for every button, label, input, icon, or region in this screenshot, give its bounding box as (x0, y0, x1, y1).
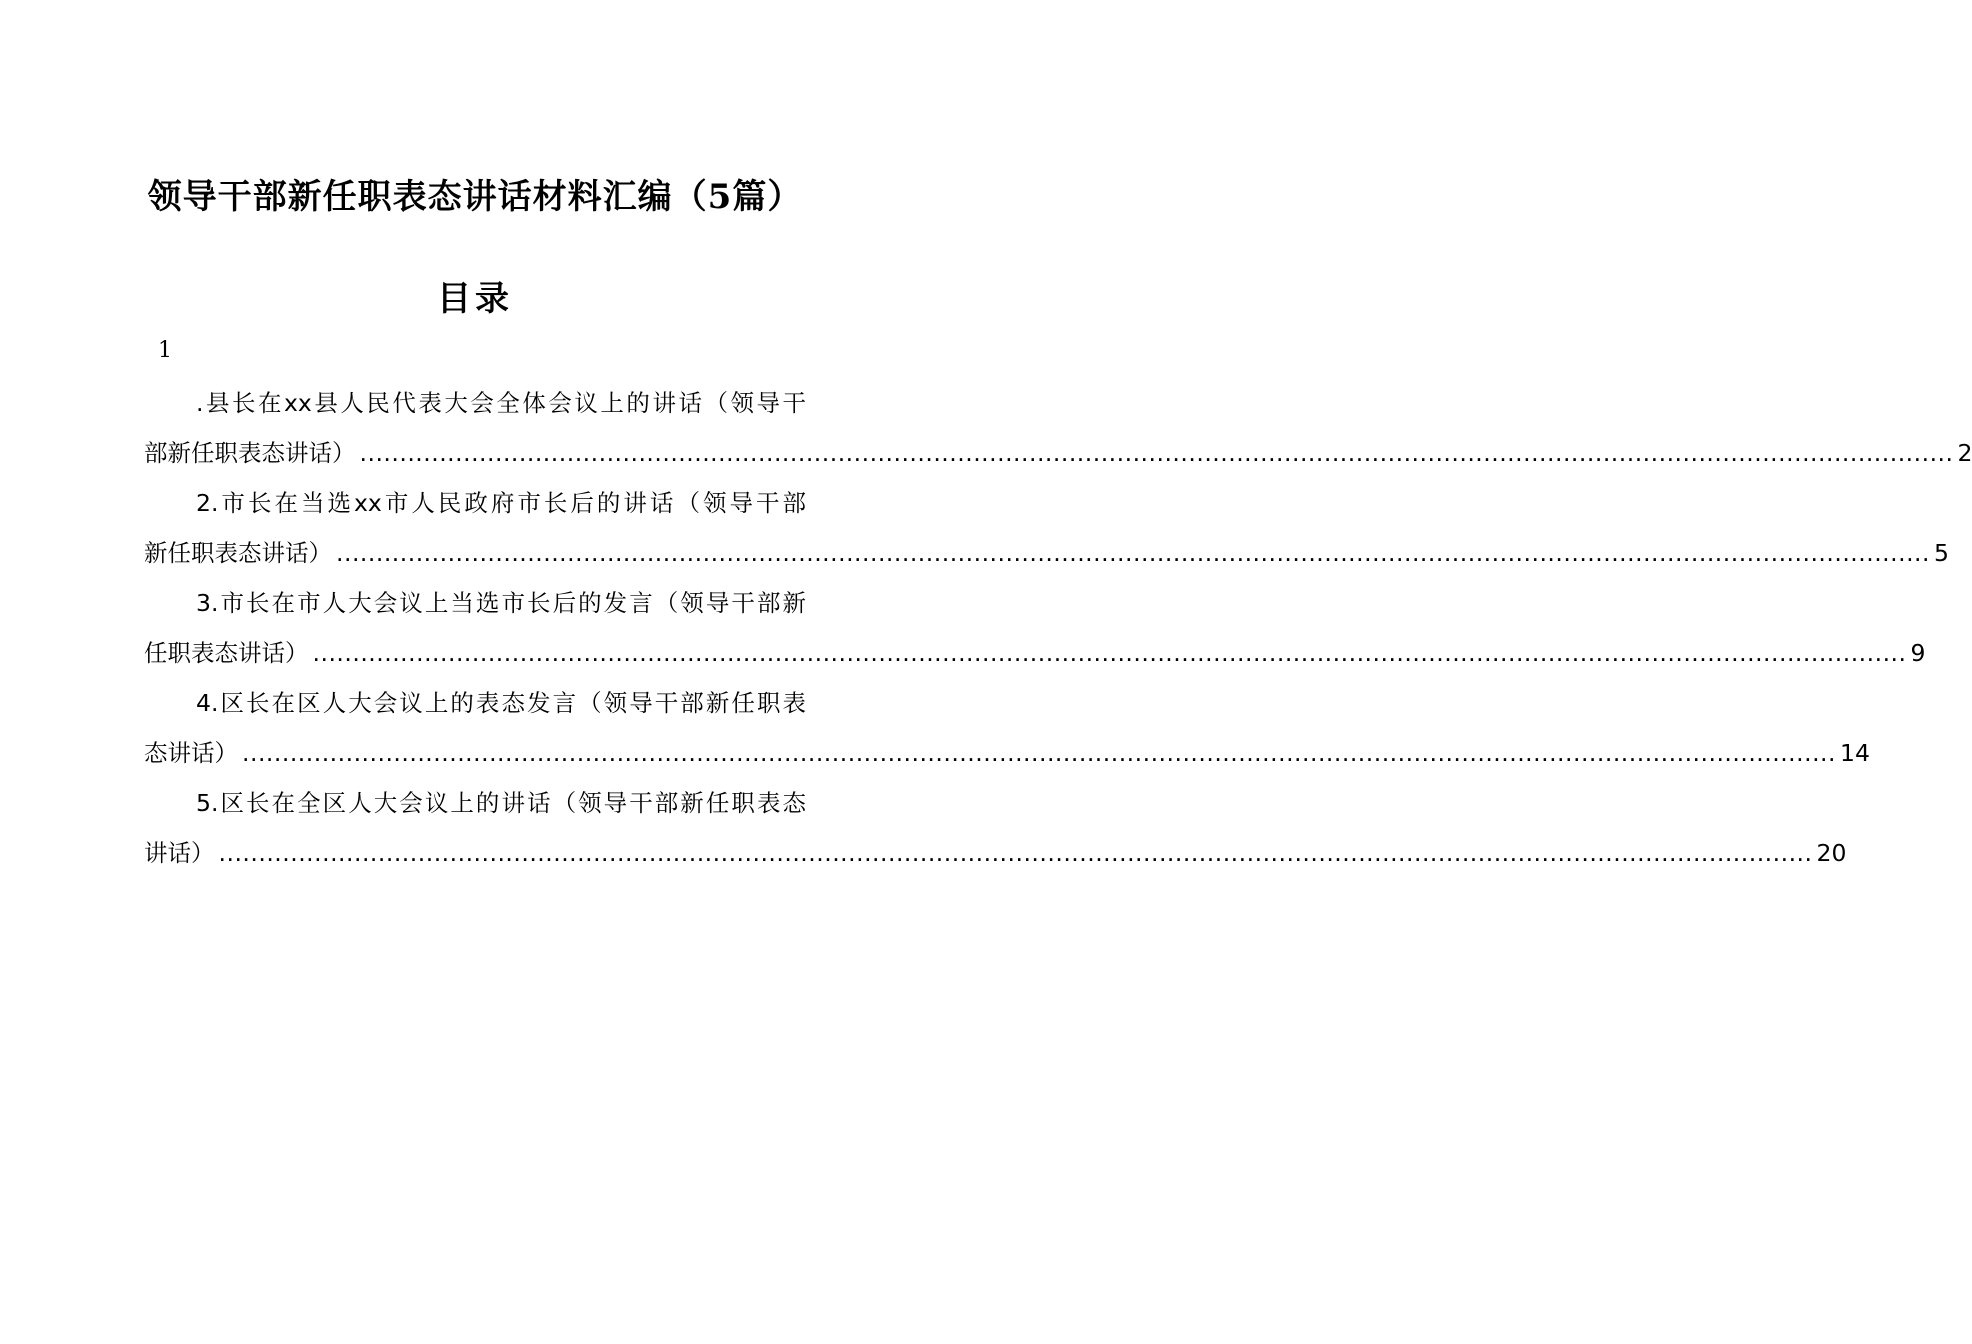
toc-dot-leader: ........................................................................................................................................................................................................ (218, 839, 1813, 867)
toc-page-number: 14 (1840, 739, 1870, 767)
toc-entry-title-continued: 新任职表态讲话） (144, 539, 332, 567)
toc-entry[interactable] (144, 578, 1926, 678)
toc-entry-continuation (144, 828, 1847, 878)
toc-entry-continuation (144, 728, 1870, 778)
toc-entry[interactable] (144, 478, 1949, 578)
toc-list (144, 378, 1972, 878)
stray-number: 1 (158, 338, 172, 363)
document-title: 领导干部新任职表态讲话材料汇编（5篇） (147, 177, 803, 217)
toc-dot-leader: ........................................................................................................................................................................................................ (242, 739, 1836, 767)
toc-dot-leader: ........................................................................................................................................................................................................ (359, 439, 1954, 467)
toc-entry-title-continued: 任职表态讲话） (144, 639, 309, 667)
toc-heading: 目录 (437, 279, 513, 319)
toc-entry[interactable] (144, 778, 1847, 878)
toc-page-number: 9 (1910, 639, 1926, 667)
toc-entry-title: 3.市长在市人大会议上当选市长后的发言（领导干部新 (196, 589, 806, 617)
toc-entry-title: 2.市长在当选xx市人民政府市长后的讲话（领导干部 (196, 489, 806, 517)
toc-entry-continuation (144, 528, 1949, 578)
toc-entry-title: 5.区长在全区人大会议上的讲话（领导干部新任职表态 (196, 789, 806, 817)
toc-dot-leader: ........................................................................................................................................................................................................ (312, 639, 1907, 667)
toc-page-number: 5 (1934, 539, 1949, 567)
toc-entry[interactable] (144, 378, 1972, 478)
toc-entry-title: .县长在xx县人民代表大会全体会议上的讲话（领导干 (196, 389, 806, 417)
toc-entry-title-continued: 讲话） (144, 839, 215, 867)
toc-dot-leader: ........................................................................................................................................................................................................ (336, 539, 1930, 567)
toc-entry-title: 4.区长在区人大会议上的表态发言（领导干部新任职表 (196, 689, 806, 717)
toc-entry-title-continued: 部新任职表态讲话） (144, 439, 356, 467)
toc-page-number: 2 (1957, 439, 1972, 467)
toc-page-number: 20 (1816, 839, 1847, 867)
toc-entry-title-continued: 态讲话） (144, 739, 238, 767)
toc-entry[interactable] (144, 678, 1870, 778)
toc-entry-continuation (144, 628, 1926, 678)
toc-entry-continuation (144, 428, 1972, 478)
